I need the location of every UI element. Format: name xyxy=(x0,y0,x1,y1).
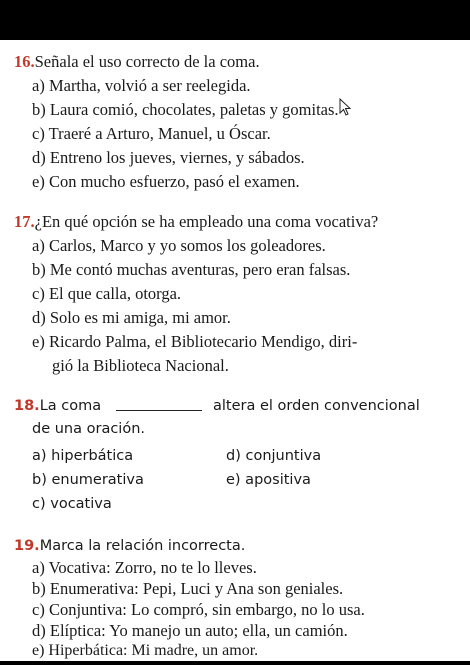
question-16-option-e[interactable]: e) Con mucho esfuerzo, pasó el examen. xyxy=(32,172,300,191)
question-19-number: 19. xyxy=(14,538,40,554)
question-18-prompt-end: altera el orden convencional xyxy=(213,398,420,414)
question-16-option-c[interactable]: c) Traeré a Arturo, Manuel, u Óscar. xyxy=(32,124,271,143)
question-18-option-b[interactable]: b) enumerativa xyxy=(32,472,144,488)
question-16-number: 16. xyxy=(14,52,35,71)
question-18-number: 18. xyxy=(14,398,40,414)
question-18-prompt-start: La coma xyxy=(39,398,102,414)
question-17-heading xyxy=(14,212,378,232)
question-16-option-a[interactable]: a) Martha, volvió a ser reelegida. xyxy=(32,76,251,95)
question-19-option-e[interactable]: e) Hiperbática: Mi madre, un amor. xyxy=(32,642,259,659)
question-16-option-d[interactable]: d) Entreno los jueves, viernes, y sábados. xyxy=(32,148,305,167)
question-18-option-d[interactable]: d) conjuntiva xyxy=(226,448,322,464)
question-17-option-e[interactable]: e) Ricardo Palma, el Bibliotecario Mendigo, diri- xyxy=(32,332,358,351)
question-19-option-a[interactable]: a) Vocativa: Zorro, no te lo lleves. xyxy=(32,558,257,577)
question-18-prompt-line2: de una oración. xyxy=(32,421,145,437)
question-19-option-c[interactable]: c) Conjuntiva: Lo compró, sin embargo, no lo usa. xyxy=(32,600,365,619)
question-16-prompt: Señala el uso correcto de la coma. xyxy=(34,52,260,71)
question-18-answer-blank[interactable] xyxy=(116,396,202,416)
question-17-option-c[interactable]: c) El que calla, otorga. xyxy=(32,284,182,303)
question-18-option-e[interactable]: e) apositiva xyxy=(226,472,311,488)
question-17-prompt: ¿En qué opción se ha empleado una coma vocativa? xyxy=(34,212,379,231)
question-19-option-b[interactable]: b) Enumerativa: Pepi, Luci y Ana son geniales. xyxy=(32,579,344,598)
question-16-heading xyxy=(14,52,260,72)
question-18-option-a[interactable]: a) hiperbática xyxy=(32,448,134,464)
question-19-heading xyxy=(14,536,245,556)
question-17-number: 17. xyxy=(14,212,35,231)
question-19-option-d[interactable]: d) Elíptica: Yo manejo un auto; ella, un camión. xyxy=(32,621,348,640)
question-18-heading xyxy=(14,396,101,416)
mouse-cursor-icon xyxy=(339,98,353,116)
question-17-option-e-continued: gió la Biblioteca Nacional. xyxy=(52,356,229,375)
question-18-option-c[interactable]: c) vocativa xyxy=(32,496,112,512)
question-17-option-d[interactable]: d) Solo es mi amiga, mi amor. xyxy=(32,308,231,327)
question-17-option-b[interactable]: b) Me contó muchas aventuras, pero eran falsas. xyxy=(32,260,351,279)
question-19-prompt: Marca la relación incorrecta. xyxy=(39,538,246,554)
top-black-bar xyxy=(0,0,470,40)
question-16-option-b[interactable]: b) Laura comió, chocolates, paletas y gomitas. xyxy=(32,100,339,119)
question-17-option-a[interactable]: a) Carlos, Marco y yo somos los goleadores. xyxy=(32,236,326,255)
bottom-black-bar xyxy=(0,661,470,665)
